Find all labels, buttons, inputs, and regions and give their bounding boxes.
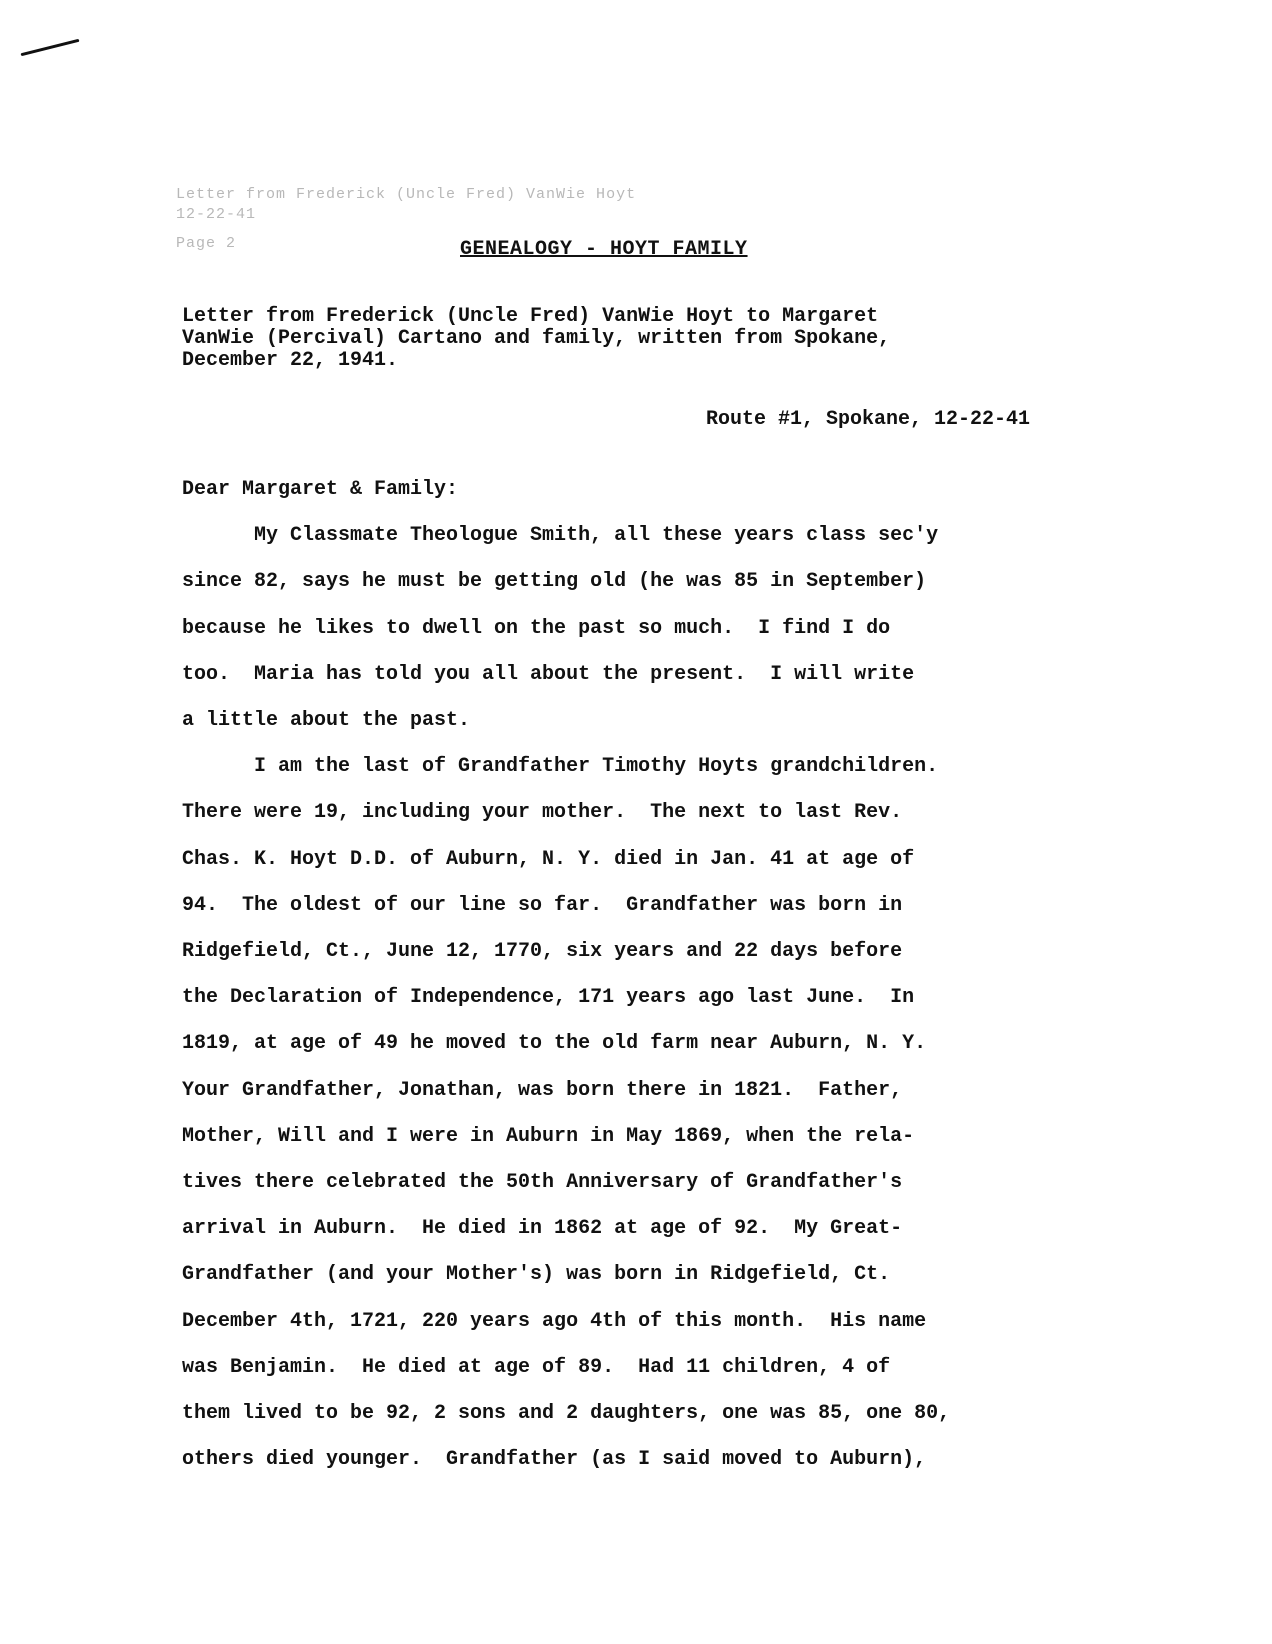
letter-line: tives there celebrated the 50th Anniversary of Grandfather's — [182, 1171, 903, 1194]
document-title: GENEALOGY - HOYT FAMILY — [460, 238, 748, 261]
letter-line: a little about the past. — [182, 709, 471, 732]
faded-header-line-3: Page 2 — [176, 235, 237, 252]
letter-line: 1819, at age of 49 he moved to the old farm near Auburn, N. Y. — [182, 1032, 927, 1055]
letter-line: because he likes to dwell on the past so much. I find I do — [182, 617, 891, 640]
letter-line: Ridgefield, Ct., June 12, 1770, six years and 22 days before — [182, 940, 903, 963]
letter-line: Your Grandfather, Jonathan, was born there in 1821. Father, — [182, 1079, 903, 1102]
letter-line: Mother, Will and I were in Auburn in May 1869, when the rela- — [182, 1125, 915, 1148]
letter-line: Chas. K. Hoyt D.D. of Auburn, N. Y. died in Jan. 41 at age of — [182, 848, 915, 871]
faded-header-line-2: 12-22-41 — [176, 206, 257, 223]
intro-line-3: December 22, 1941. — [182, 349, 399, 372]
letter-line: too. Maria has told you all about the present. I will write — [182, 663, 915, 686]
letter-line: Dear Margaret & Family: — [182, 478, 459, 501]
letter-line: was Benjamin. He died at age of 89. Had 11 children, 4 of — [182, 1356, 891, 1379]
letter-line: I am the last of Grandfather Timothy Hoyts grandchildren. — [182, 755, 939, 778]
letter-line: My Classmate Theologue Smith, all these years class sec'y — [182, 524, 939, 547]
intro-line-1: Letter from Frederick (Uncle Fred) VanWie Hoyt to Margaret — [182, 305, 879, 328]
letter-address: Route #1, Spokane, 12-22-41 — [706, 408, 1031, 431]
letter-line: the Declaration of Independence, 171 years ago last June. In — [182, 986, 915, 1009]
intro-line-2: VanWie (Percival) Cartano and family, written from Spokane, — [182, 327, 891, 350]
letter-line: There were 19, including your mother. The next to last Rev. — [182, 801, 903, 824]
pen-stroke-mark — [21, 39, 80, 56]
letter-line: 94. The oldest of our line so far. Grandfather was born in — [182, 894, 903, 917]
letter-line: since 82, says he must be getting old (he was 85 in September) — [182, 570, 927, 593]
letter-line: Grandfather (and your Mother's) was born in Ridgefield, Ct. — [182, 1263, 891, 1286]
letter-line: others died younger. Grandfather (as I said moved to Auburn), — [182, 1448, 927, 1471]
letter-line: December 4th, 1721, 220 years ago 4th of this month. His name — [182, 1310, 927, 1333]
faded-header-line-1: Letter from Frederick (Uncle Fred) VanWie Hoyt — [176, 186, 637, 203]
letter-line: them lived to be 92, 2 sons and 2 daughters, one was 85, one 80, — [182, 1402, 951, 1425]
letter-line: arrival in Auburn. He died in 1862 at age of 92. My Great- — [182, 1217, 903, 1240]
